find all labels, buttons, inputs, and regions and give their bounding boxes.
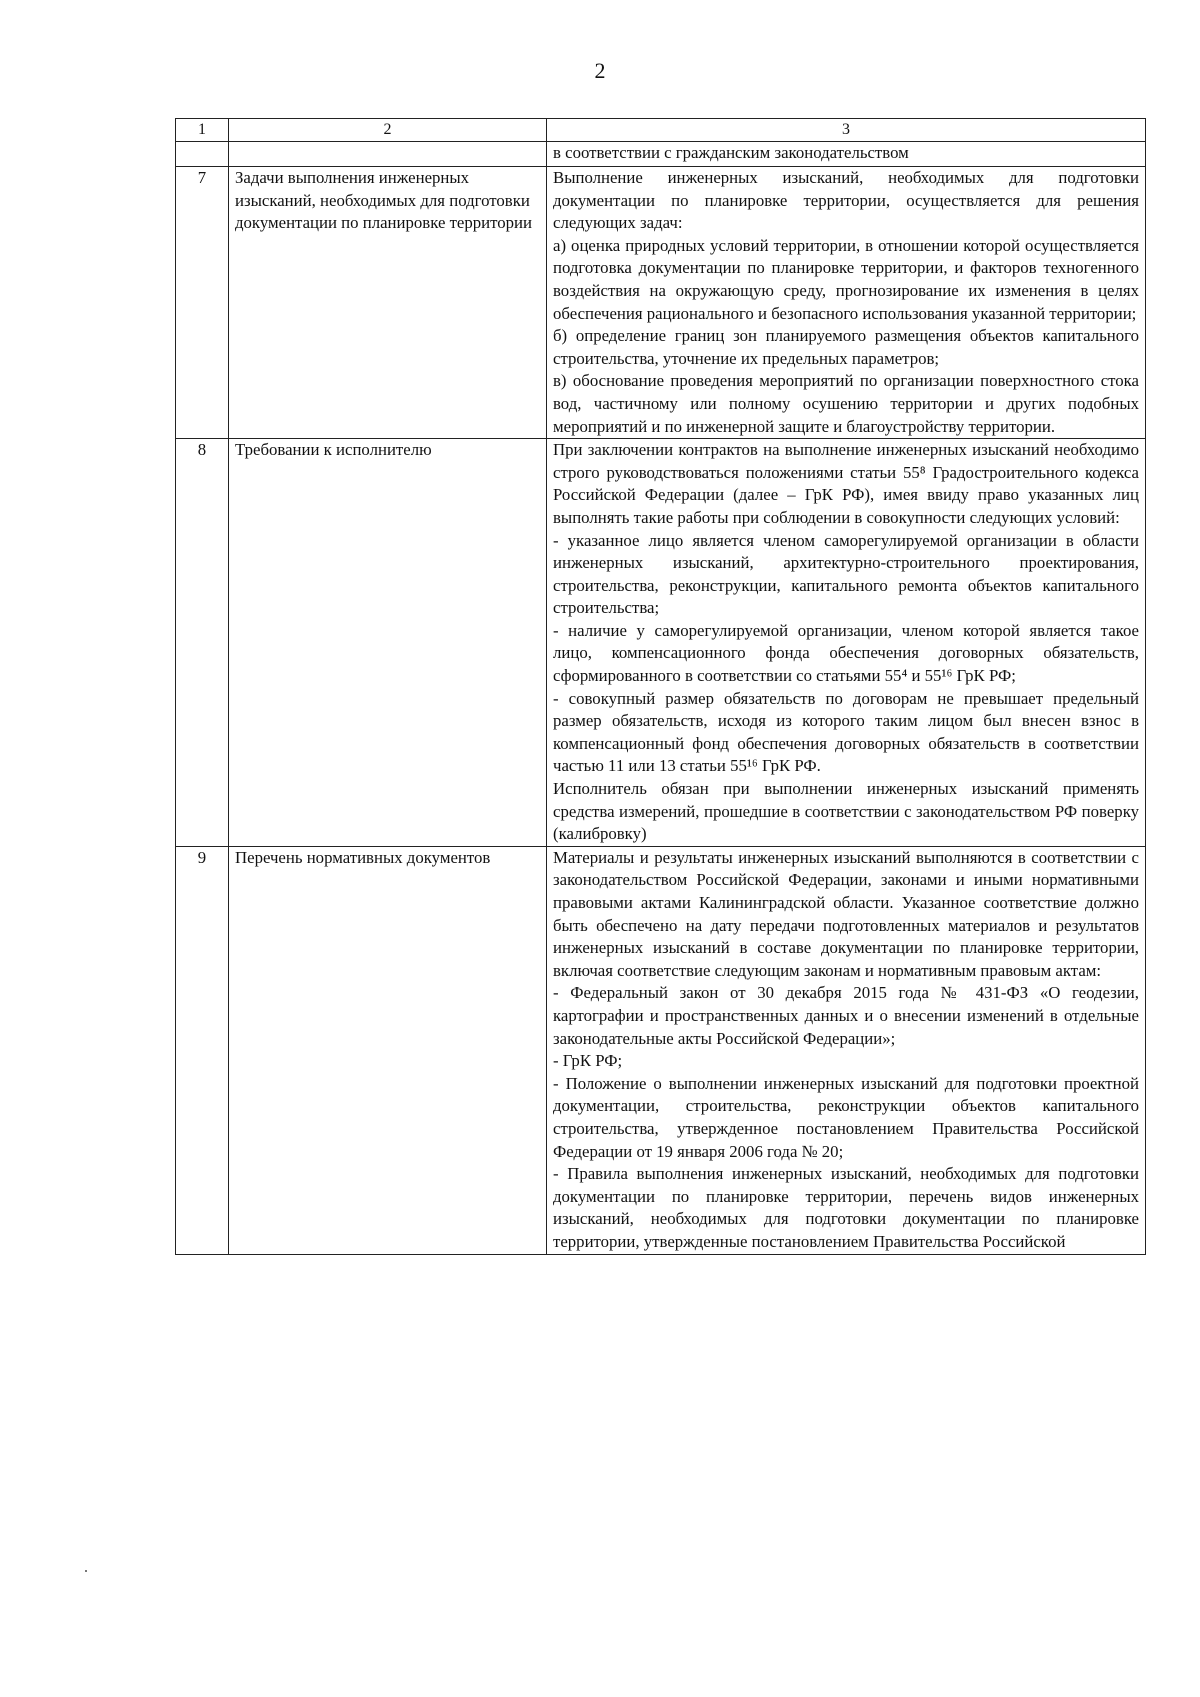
row-number <box>176 142 229 167</box>
description-paragraph: в) обоснование проведения мероприятий по организации поверхностного стока вод, частичному или полному осушению территории и других подобных мероприятий и по инженерной защите и благоустройству территории. <box>553 371 1139 436</box>
row-number: 8 <box>176 439 229 847</box>
row-description <box>547 439 1146 847</box>
description-paragraph: - указанное лицо является членом саморегулируемой организации в области инженерных изысканий, архитектурно-строительного проектирования, строительства, реконструкции, капитального ремонта объектов капитального строительства; <box>553 530 1139 618</box>
row-description <box>547 846 1146 1254</box>
table-row-8 <box>176 439 1146 847</box>
table-row-continuation <box>176 142 1146 167</box>
row-title: Перечень нормативных документов <box>229 846 547 1254</box>
description-paragraph: б) определение границ зон планируемого размещения объектов капитального строительства, уточнение их предельных параметров; <box>553 326 1139 368</box>
page-number: 2 <box>594 58 606 83</box>
row-title: Задачи выполнения инженерных изысканий, необходимых для подготовки документации по планировке территории <box>229 167 547 439</box>
requirements-table <box>175 118 1146 1255</box>
row-title <box>229 142 547 167</box>
description-paragraph: а) оценка природных условий территории, в отношении которой осуществляется подготовка документации по планировке территории, и факторов техногенного воздействия на окружающую среду, прогнозирование их изменения в целях обеспечения рационального и безопасного использования указанной территории; <box>553 235 1139 323</box>
description-paragraph: Материалы и результаты инженерных изысканий выполняются в соответствии с законодательством Российской Федерации, законами и иными нормативными правовыми актами Калининградской области. Указанное соответствие должно быть обеспечено на дату передачи подготовленных материалов и результатов инженерных изысканий в составе документации по планировке территории, включая соответствие следующим законам и нормативным правовым актам: <box>553 847 1139 980</box>
row-title: Требовании к исполнителю <box>229 439 547 847</box>
table-row-9 <box>176 846 1146 1254</box>
column-header-3: 3 <box>547 119 1146 142</box>
column-header-2: 2 <box>229 119 547 142</box>
description-paragraph: Исполнитель обязан при выполнении инженерных изысканий применять средства измерений, прошедшие в соответствии с законодательством РФ поверку (калибровку) <box>553 779 1139 844</box>
row-description <box>547 167 1146 439</box>
row-number: 9 <box>176 846 229 1254</box>
table-header-row <box>176 119 1146 142</box>
description-paragraph: - Федеральный закон от 30 декабря 2015 года № 431-ФЗ «О геодезии, картографии и пространственных данных и о внесении изменений в отдельные законодательные акты Российской Федерации»; <box>553 983 1139 1048</box>
description-paragraph: - наличие у саморегулируемой организации, членом которой является такое лицо, компенсационного фонда обеспечения договорных обязательств, сформированного в соответствии со статьями 55⁴ и 55¹⁶ ГрК РФ; <box>553 620 1139 686</box>
table-row-7 <box>176 167 1146 439</box>
description-paragraph: Выполнение инженерных изысканий, необходимых для подготовки документации по планировке территории, осуществляется для решения следующих задач: <box>553 168 1139 233</box>
description-paragraph: - Правила выполнения инженерных изысканий, необходимых для подготовки документации по планировке территории, перечень видов инженерных изысканий, необходимых для подготовки документации по планировке территории, утвержденные постановлением Правительства Российской <box>553 1164 1139 1251</box>
scan-speck <box>85 1570 87 1572</box>
description-paragraph: - ГрК РФ; <box>553 1051 623 1071</box>
row-description <box>547 142 1146 167</box>
column-header-1: 1 <box>176 119 229 142</box>
description-paragraph: - совокупный размер обязательств по договорам не превышает предельный размер обязательств, исходя из которого таким лицом был внесен взнос в компенсационный фонд обеспечения договорных обязательств в соответствии частью 11 или 13 статьи 55¹⁶ ГрК РФ. <box>553 688 1139 776</box>
description-paragraph: При заключении контрактов на выполнение инженерных изысканий необходимо строго руководствоваться положениями статьи 55⁸ Градостроительного кодекса Российской Федерации (далее – ГрК РФ), имея ввиду право указанных лиц выполнять такие работы при соблюдении в совокупности следующих условий: <box>553 440 1139 527</box>
row-number: 7 <box>176 167 229 439</box>
description-paragraph: в соответствии с гражданским законодательством <box>553 143 909 162</box>
description-paragraph: - Положение о выполнении инженерных изысканий для подготовки проектной документации, строительства, реконструкции объектов капитального строительства, утвержденное постановлением Правительства Российской Федерации от 19 января 2006 года № 20; <box>553 1073 1139 1161</box>
